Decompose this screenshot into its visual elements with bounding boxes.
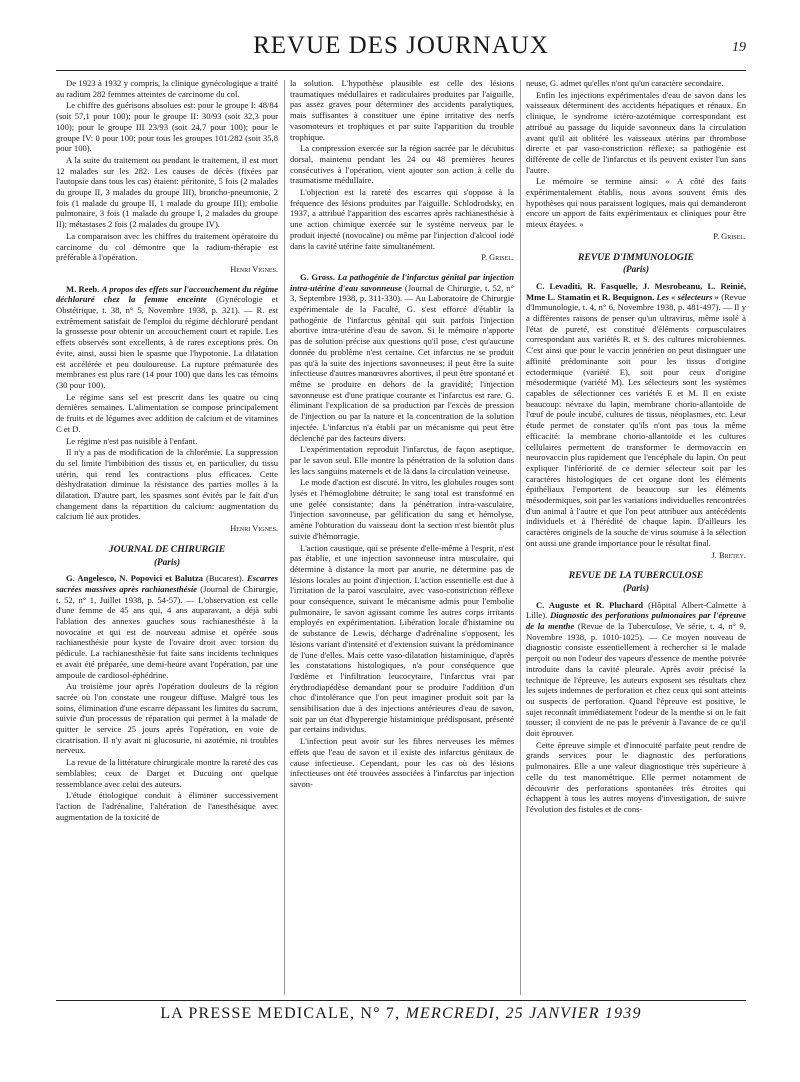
paragraph: Cette épreuve simple et d'innocuité parfaite peut rendre de grands services pour le diagnostic des perforations pulmonaires. Elle a une valeur diagnostique très supérieure à celle du test manométrique. Elle permet notamment de découvrir des perforations spontanées très étroites qui échappent à tous les autres moyens d'investigation, de suivre l'évolution des fistules et de cons- (526, 739, 746, 814)
abstract-entry (290, 272, 514, 443)
abstract-entry (56, 284, 278, 391)
article-title: A propos des effets sur l'accouchement du régime déchloruré chez la femme enceinte (56, 283, 278, 305)
column-divider (520, 80, 521, 995)
page-footer (56, 1000, 746, 1027)
footer-journal: LA PRESSE MEDICALE, N° 7, (160, 1005, 401, 1022)
section-city: (Paris) (622, 582, 650, 593)
article-authors: C. Levaditi, R. Fasquelle, J. Mesrobeanu, L. Reinié, Mme L. Stamatin et R. Bequignon. (526, 280, 746, 302)
article-abstract: (Journal de Chirurgie, t. 52, n° 1, Juillet 1938, p. 54-57). — L'observation est celle d'une femme de 45 ans qui, 4 ans auparavant, a déjà subi l'ablation des annexes gauches sous rachianesthésie à la novocaïne et qui est de nouveau admise et opérée sous rachianesthésie pour kyste de l'ovaire droit avec torsion du pédicule. La rachianesthésie fut faite sans incidents techniques et avait été préparée, une demi-heure avant l'opération, par une ampoule de cardiosol-éphédrine. (56, 583, 278, 680)
section-city: (Paris) (153, 556, 181, 567)
paragraph: Enfin les injections expérimentales d'eau de savon dans les vaisseaux déterminent des accidents hépatiques et rénaux. En clinique, le syndrome ictéro-azotémique correspondant est attribué au passage du liquide savonneux dans la circulation avant qu'il ait oblitéré les vaisseaux utérins par thrombose directe et par vaso-constriction réflexe; sa pathogénie est différente de celle de l'infarctus et ils peuvent exister l'un sans l'autre. (526, 89, 746, 175)
section-heading: REVUE D'IMMUNOLOGIE (578, 251, 694, 263)
paragraph: La compression exercée sur la région sacrée par le décubitus dorsal, maintenu pendant les 24 ou 48 premières heures consécutives à l'opération, vient ajouter son action à celle du traumatisme médullaire. (290, 143, 514, 186)
paragraph: neuse, G. admet qu'elles n'ont qu'un caractère secondaire. (526, 78, 724, 88)
paragraph: L'objection est la rareté des escarres qui s'oppose à la fréquence des lésions produites par l'aiguille. Schlodrodsky, en 1937, a attribué l'apparition des escarres après rachianesthésie à une action chimique exercée sur le système nerveux par le produit injecté (novocaïne) ou même par l'injection d'alcool iodé dans la cavité utérine faite simultanément. (290, 187, 514, 251)
footer-date: MERCREDI, 25 JANVIER 1939 (405, 1005, 642, 1022)
article-abstract: (Gynécologie et Obstétrique, t. 38, n° 5, Novembre 1938, p. 321). — R. est extrêmement satisfait de l'emploi du régime déchloruré pendant la grossesse pour obtenir un accouchement court et rapide. Les effets observés sont excellents, à de rares exceptions près. On évite, ainsi, aussi bien le spasme que l'hypotonie. La dilatation est accélérée et peu douloureuse. La rupture prématurée des membranes est plus rare (14 pour 100) que dans les cas témoins (30 pour 100). (56, 294, 278, 390)
section-city: (Paris) (622, 264, 650, 275)
paragraph: Le chiffre des guérisons absolues est: pour le groupe I: 48/84 (soit 57,1 pour 100); pour le groupe II: 30/93 (soit 32,3 pour 100); pour le groupe III 23/93 (soit 24,7 pour 100); pour le groupe IV: 0 pour 100; pour tous les groupes 101/282 (soit 35,8 pour 100). (56, 100, 278, 154)
reviewer-signature: P. Grisel. (713, 231, 746, 241)
paragraph: la solution. L'hypothèse plausible est celle des lésions traumatiques médullaires et radiculaires produites par l'aiguille, pas assez graves pour déterminer des accidents paralytiques, mais suffisantes à constituer une épine irritative des nerfs vasomoteurs et trophiques et par suite l'apparition du trouble trophique. (290, 78, 514, 142)
paragraph: Le mémoire se termine ainsi: « A côté des faits expérimentalement établis, nous avons souvent émis des hypothèses qui nous paraissent logiques, mais qui demanderont encore un apport de faits expérimentaux et cliniques pour être mieux étayées. » (526, 176, 746, 230)
paragraph: Il n'y a pas de modification de la chlorémie. La suppression du sel limite l'imbibition des tissus et, en particulier, du tissu utérin, qui rend les contractions plus efficaces. Cette déshydratation diminue la résistance des parties molles à la dilatation. D'autre part, les spasmes sont évités par le fait d'un changement dans la répartition du calcium: augmentation du calcium lié aux protides. (56, 447, 278, 522)
article-abstract: (Revue d'Immunologie, t. 4, n° 6, Novembre 1938, p. 481-497). — Il y a différentes raisons de penser qu'un ultravirus, même isolé à l'état de pureté, est constitué d'éléments corpusculaires correspondant aux variétés R. et S. des cultures microbiennes. C'est ainsi que pour le vaccin jennérien on peut distinguer une affinité prédominante soit pour les tissus d'origine ectodermique (variété E), soit pour ceux d'origine mésodermique (variété M). Les sélecteurs sont les systèmes capables de sélectionner ces variétés E et M. Il en existe beaucoup: névraxe du lapin, membrane chorio-allantoïde de l'œuf de poule incubé, cultures de tissus, néoplasmes, etc. Leur étude permet de constater qu'ils n'ont pas tous la même efficacité: la membrane chorio-allantoïde et les cultures cellulaires permettent de transformer le dermovaccin en neurovaccin plus rapidement que l'encéphale du lapin. On peut expliquer l'infériorité de ce dernier sélecteur soit par les caractères histologiques de cet organe dont les éléments épithéliaux l'emportent de beaucoup sur les éléments mésodermiques, soit par les variations individuelles rencontrées d'un animal à l'autre et que l'on peut attribuer aux antécédents individuels et à l'hérédité de chaque lapin. D'ailleurs les caractères originels de la souche de virus soumise à la sélection ont aussi une grande importance pour le résultat final. (526, 291, 746, 548)
paragraph: Au troisième jour après l'opération douleurs de la région sacrée où l'on constate une rougeur diffuse. Malgré tous les soins, élimination d'une escarre dépassant les limites du sacrum, suivie d'un processus de réparation qui permet à la malade de quitter le service 25 jours après l'opération, en voie de cicatrisation. Il n'y avait ni glucosurie, ni azotémie, ni troubles nerveux. (56, 681, 278, 756)
abstract-entry (526, 281, 746, 549)
column-middle (290, 78, 514, 998)
reviewer-signature: Henri Vignes. (230, 524, 278, 534)
paragraph: De 1923 à 1932 y compris, la clinique gynécologique a traité au radium 282 femmes atteintes de carcinome du col. (56, 78, 278, 99)
article-authors: C. Auguste et R. Pluchard (536, 599, 644, 610)
page-number: 19 (732, 40, 746, 55)
paragraph: A la suite du traitement ou pendant le traitement, il est mort 12 malades sur les 282. Les causes de décès (fixées par l'autopsie dans tous les cas) étaient: péritonite, 5 fois (2 malades du groupe II, 3 malades du groupe III), broncho-pneumonie, 2 fois (1 malade du groupe II, 1 malade du groupe III); embolie pulmonaire, 3 fois (1 malade du groupe I, 2 malades du groupe II); métastases 2 fois (2 malades du groupe IV). (56, 154, 278, 230)
article-title: Escarres sacrées massives après rachianesthésie (56, 573, 278, 594)
paragraph: L'étude étiologique conduit à éliminer successivement l'action de l'adrénaline, l'altération de l'anesthésique avec augmentation de la toxicité de (56, 790, 278, 822)
paragraph: Le régime n'est pas nuisible à l'enfant. (66, 435, 198, 446)
reviewer-signature: Henri Vignes. (230, 264, 278, 274)
abstract-entry (56, 573, 278, 680)
article-authors: G. Angelesco, N. Popovici et Balutza (66, 573, 203, 584)
article-title: Les « sélecteurs » (656, 291, 719, 302)
running-title: REVUE DES JOURNAUX (253, 32, 549, 59)
paragraph: La revue de la littérature chirurgicale montre la rareté des cas semblables; ceux de Darget et Ducuing ont quelque ressemblance avec celui des auteurs. (56, 757, 278, 789)
paragraph: L'expérimentation reproduit l'infarctus, de façon aseptique, par le savon seul. Elle montre la pénétration de la solution dans les lacs sanguins maternels et de là dans la circulation veineuse. (290, 444, 514, 476)
paragraph: Le régime sans sel est prescrit dans les quatre ou cinq dernières semaines. L'alimentation se compose principalement de fruits et de légumes avec addition de calcium et de vitamines C et D. (56, 391, 278, 434)
paragraph: La comparaison avec les chiffres du traitement opératoire du carcinome du col démontre que la radium-thérapie est préférable à l'opération. (56, 230, 278, 263)
section-heading: REVUE DE LA TUBERCULOSE (568, 570, 704, 582)
column-right (526, 78, 746, 998)
paragraph: L'infection peut avoir sur les fibres nerveuses les mêmes effets que l'eau de savon et il existe des infarctus génitaux de cause infectieuse. Cependant, pour les cas où des lésions infectieuses ont été trouvées associées à l'infarctus par injection savon- (290, 736, 514, 789)
article-title: La pathogénie de l'infarctus génital par injection intra-utérine d'eau savonneuse (290, 271, 514, 293)
article-abstract: (Revue de la Tuberculose, Ve série, t. 4, n° 9, Novembre 1938, p. 1010-1025). — Ce moyen nouveau de diagnostic consiste essentiellement à rechercher si le malade perçoit ou non l'odeur des vapeurs d'essence de menthe poivrée introduite dans la cavité pleurale. Après avoir précisé la technique de l'épreuve, les auteurs exposent ses résultats chez les sujets indemnes de perforation et chez ceux qui sont atteints ou suspects de perforation. Quand l'épreuve est positive, le sujet reconnaît immédiatement l'odeur de la menthe si on le fait tousser; il convient de ne pas le prévenir à l'avance de ce qu'il doit éprouver. (526, 621, 746, 739)
paragraph: L'action caustique, qui se présente d'elle-même à l'esprit, n'est pas établie, et une injection savonneuse intra musculaire, qui détermine à distance la mort par anurie, ne détermine pas de lésions locales au point d'injection. L'action essentielle est due à l'irritation de la paroi vasculaire, avec vaso-constriction réflexe pour conséquence, suivant le mécanisme admis pour l'embolie pulmonaire, le savon agissant comme les autres corps irritants employés en expérimentation. Libération locale d'histamine ou de substance de Lewis, décharge d'adrénaline s'opposent, les lésions variant d'intensité et d'extension suivant la prédominance de l'une d'elles. Mais cette vaso-dilatation histaminique, d'après les constatations histologiques, n'a pour conséquence que l'œdème et l'infiltration leucocytaire, l'infarctus vrai par érythrodiapédèse demandant pour se produire l'addition d'un choc d'intolérance que l'on peut imaginer produit soit par la sensibilisation due à des injections antérieures d'eau de savon, soit par un état d'hyperergie histaminique prédisposant, présenté par certains individus. (290, 542, 514, 735)
section-heading: JOURNAL DE CHIRURGIE (108, 543, 226, 555)
column-divider (284, 80, 285, 995)
article-affiliation: (Hôpital Albert-Calmette à Lille). (526, 599, 746, 621)
column-left (56, 78, 278, 998)
article-title: Diagnostic des perforations pulmonaires par l'épreuve de la menthe (526, 610, 746, 632)
reviewer-signature: P. Grisel. (481, 253, 514, 263)
paragraph: Le mode d'action est discuté. In vitro, les globules rouges sont lysés et l'hémoglobine détruite; le sang total est transformé en une gelée consistante; dans la pénétration intra-vasculaire, l'injection savonneuse, par gélification du sang et hémolyse, amène l'obturation du vaisseau dont la section n'est bientôt plus suivie d'hémorragie. (290, 477, 514, 541)
page-header (56, 30, 746, 71)
reviewer-signature: J. Bretey. (711, 550, 746, 560)
article-abstract: (Journal de Chirurgie, t. 52, n° 3, Septembre 1938, p. 311-330). — Au Laboratoire de Chirurgie expérimentale de la Faculté, G. s'est efforcé d'établir la pathogénie de l'infarctus génital qui suit parfois l'injection abortive intra-utérine d'eau de savon. Si le mémoire n'apporte pas de solution précise aux questions qu'il pose, c'est qu'aucune donnée du problème n'est certaine. Cet infarctus ne se produit pas qu'à la suite des injections savonneuses; il peut être la suite infectieuse d'autres manœuvres abortives, il peut être spontané et même se produire en dehors de la gravidité; l'injection savonneuse est d'une pratique courante et l'infarctus est rare. G. éliminant l'explication de sa production par l'excès de pression de l'injection ou par la nature et la concentration de la solution injectée. L'infarctus n'a établi par un mécanisme qui peut être déclenché par des facteurs divers. (290, 282, 514, 443)
article-affiliation: (Bucarest). (206, 573, 244, 584)
article-authors: G. Gross. (300, 271, 335, 282)
article-authors: M. Reeb. (66, 283, 100, 294)
abstract-entry (526, 600, 746, 739)
footer-text (56, 1005, 746, 1023)
